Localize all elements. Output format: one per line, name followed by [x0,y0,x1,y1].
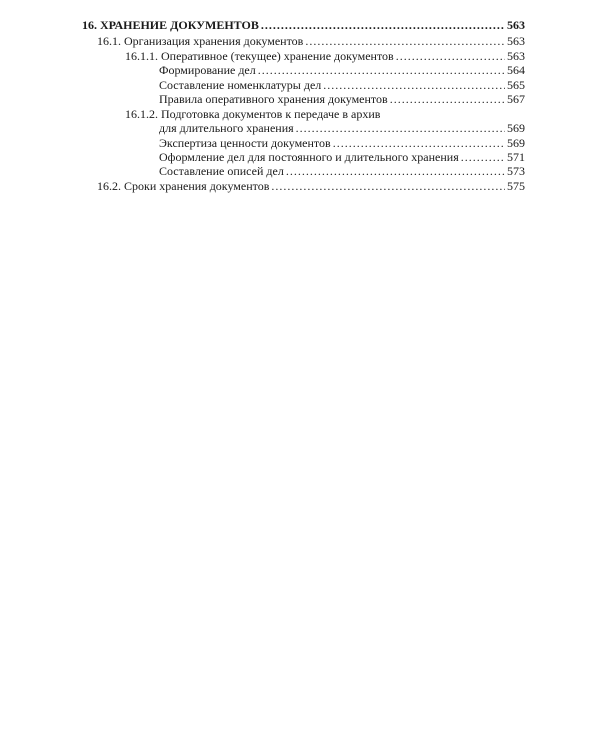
toc-page: 564 [507,63,525,77]
toc-title: Правила оперативного хранения документов [159,92,388,106]
toc-title: 16.1.1. Оперативное (текущее) хранение документов [125,49,394,63]
toc-title: Оформление дел для постоянного и длительного хранения [159,150,459,164]
toc-entry [159,78,525,92]
toc-entry [159,150,525,164]
dot-leader [271,179,505,193]
dot-leader [323,78,505,92]
toc-page: 569 [507,136,525,150]
dot-leader [296,121,505,135]
toc-page: 573 [507,164,525,178]
toc-entry-16-1 [97,34,525,48]
dot-leader [396,49,505,63]
toc-page: 565 [507,78,525,92]
dot-leader [461,150,505,164]
toc-entry [159,63,525,77]
toc-entry-16-1-2 [125,107,525,121]
dot-leader [286,164,505,178]
dot-leader [258,63,505,77]
toc-page: 563 [507,49,525,63]
toc-page: 563 [507,34,525,48]
toc-title: 16.1. Организация хранения документов [97,34,304,48]
toc-page: 563 [507,18,525,32]
toc-entry-16-1-2-continued [159,121,525,135]
toc-page: 575 [507,179,525,193]
toc-entry-chapter-16 [82,18,525,32]
toc-title: Экспертиза ценности документов [159,136,331,150]
toc-entry-16-1-1 [125,49,525,63]
toc-title: Формирование дел [159,63,256,77]
dot-leader [305,34,505,48]
dot-leader [333,136,505,150]
toc-entry [159,164,525,178]
toc-title: Составление номенклатуры дел [159,78,322,92]
toc-entry [159,136,525,150]
dot-leader [261,18,505,32]
toc-entry [159,92,525,106]
toc-title: 16.1.2. Подготовка документов к передаче в архив [125,107,381,121]
toc-title: 16. ХРАНЕНИЕ ДОКУМЕНТОВ [82,18,259,32]
toc-entry-16-2 [97,179,525,193]
toc-page: 567 [507,92,525,106]
dot-leader [390,92,505,106]
toc-title: для длительного хранения [159,121,294,135]
toc-page: 569 [507,121,525,135]
toc-title: 16.2. Сроки хранения документов [97,179,270,193]
toc-page: 571 [507,150,525,164]
toc-title: Составление описей дел [159,164,284,178]
